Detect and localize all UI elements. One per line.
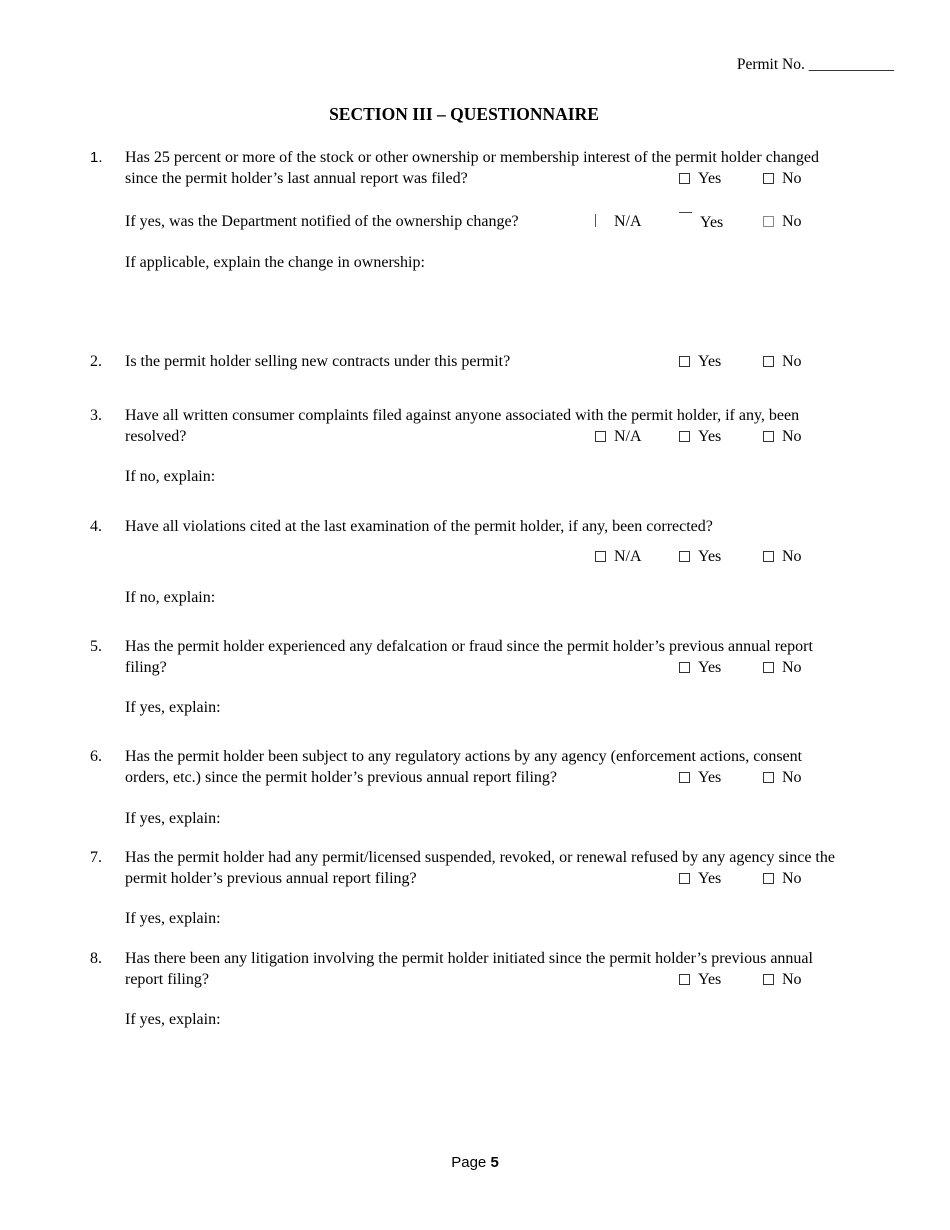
- checkbox-icon[interactable]: [679, 551, 690, 562]
- question-1-yes-option[interactable]: Yes: [679, 169, 721, 189]
- question-6-text-line1: Has the permit holder been subject to any regulatory actions by any agency (enforcement actions, consent: [125, 748, 803, 765]
- question-6-no-option[interactable]: No: [763, 768, 802, 788]
- question-5-explain-label: If yes, explain:: [125, 699, 221, 716]
- question-3-no-option[interactable]: No: [763, 427, 802, 447]
- question-6-text-line2: orders, etc.) since the permit holder’s previous annual report filing?: [125, 769, 558, 786]
- question-4-text-line1: Have all violations cited at the last examination of the permit holder, if any, been corrected?: [125, 518, 713, 535]
- question-4-no-option[interactable]: No: [763, 547, 802, 567]
- question-3-number: 3.: [90, 407, 102, 424]
- checkbox-icon[interactable]: [763, 873, 774, 884]
- checkbox-icon[interactable]: [595, 214, 596, 227]
- question-7-number: 7.: [90, 849, 102, 866]
- page-label: Page: [451, 1154, 487, 1171]
- section-title: SECTION III – QUESTIONNAIRE: [329, 104, 599, 124]
- question-5-no-option[interactable]: No: [763, 658, 802, 678]
- checkbox-icon[interactable]: [763, 173, 774, 184]
- question-1-explain-label: If applicable, explain the change in ownership:: [125, 254, 425, 271]
- checkbox-icon[interactable]: [679, 772, 690, 783]
- page-number: 5: [490, 1154, 499, 1171]
- question-1-text-line1: Has 25 percent or more of the stock or other ownership or membership interest of the permit holder changed: [125, 149, 820, 166]
- question-3-text-line2: resolved?: [125, 428, 187, 445]
- question-6-number: 6.: [90, 748, 102, 765]
- question-1-sub-no-option[interactable]: No: [763, 212, 802, 232]
- question-7-no-option[interactable]: No: [763, 869, 802, 889]
- checkbox-icon[interactable]: [595, 431, 606, 442]
- question-3-yes-option[interactable]: Yes: [679, 427, 721, 447]
- question-8-explain-label: If yes, explain:: [125, 1011, 221, 1028]
- question-1-sub-na-option[interactable]: N/A: [595, 212, 642, 232]
- checkbox-icon[interactable]: [595, 551, 606, 562]
- checkbox-icon[interactable]: [763, 216, 774, 227]
- checkbox-icon[interactable]: [679, 356, 690, 367]
- question-1-no-option[interactable]: No: [763, 169, 802, 189]
- checkbox-icon[interactable]: [763, 662, 774, 673]
- question-5-text-line1: Has the permit holder experienced any defalcation or fraud since the permit holder’s previous annual report: [125, 638, 813, 655]
- question-7-text-line2: permit holder’s previous annual report filing?: [125, 870, 417, 887]
- checkbox-icon[interactable]: [763, 356, 774, 367]
- question-1-sub-question: If yes, was the Department notified of the ownership change?: [125, 213, 519, 230]
- question-8-text-line1: Has there been any litigation involving the permit holder initiated since the permit holder’s previous annual: [125, 950, 813, 967]
- checkbox-icon[interactable]: [679, 974, 690, 985]
- question-7-explain-label: If yes, explain:: [125, 910, 221, 927]
- checkbox-icon[interactable]: [679, 212, 692, 223]
- checkbox-icon[interactable]: [763, 974, 774, 985]
- permit-number-field[interactable]: Permit No. ___________: [736, 56, 894, 73]
- question-4-yes-option[interactable]: Yes: [679, 547, 721, 567]
- checkbox-icon[interactable]: [763, 431, 774, 442]
- question-2-no-option[interactable]: No: [763, 352, 802, 372]
- question-2-yes-option[interactable]: Yes: [679, 352, 721, 372]
- question-5-yes-option[interactable]: Yes: [679, 658, 721, 678]
- question-3-na-option[interactable]: N/A: [595, 427, 642, 447]
- checkbox-icon[interactable]: [763, 551, 774, 562]
- question-7-text-line1: Has the permit holder had any permit/licensed suspended, revoked, or renewal refused by any agency since the: [125, 849, 835, 866]
- checkbox-icon[interactable]: [679, 662, 690, 673]
- checkbox-icon[interactable]: [679, 873, 690, 884]
- question-3-explain-label: If no, explain:: [125, 468, 216, 485]
- question-1-sub-yes-option[interactable]: Yes: [679, 212, 723, 233]
- question-5-text-line2: filing?: [125, 659, 167, 676]
- question-8-yes-option[interactable]: Yes: [679, 970, 721, 990]
- question-4-number: 4.: [90, 518, 102, 535]
- question-3-text-line1: Have all written consumer complaints filed against anyone associated with the permit holder, if any, been: [125, 407, 800, 424]
- question-1-number: 1.: [90, 149, 103, 166]
- checkbox-icon[interactable]: [679, 431, 690, 442]
- question-2-text-line1: Is the permit holder selling new contracts under this permit?: [125, 353, 511, 370]
- checkbox-icon[interactable]: [763, 772, 774, 783]
- question-8-text-line2: report filing?: [125, 971, 209, 988]
- checkbox-icon[interactable]: [679, 173, 690, 184]
- page-footer: [0, 1153, 950, 1173]
- question-6-yes-option[interactable]: Yes: [679, 768, 721, 788]
- question-8-number: 8.: [90, 950, 102, 967]
- question-7-yes-option[interactable]: Yes: [679, 869, 721, 889]
- question-6-explain-label: If yes, explain:: [125, 810, 221, 827]
- question-8-no-option[interactable]: No: [763, 970, 802, 990]
- question-4-explain-label: If no, explain:: [125, 589, 216, 606]
- question-2-number: 2.: [90, 353, 102, 370]
- question-1-text-line2: since the permit holder’s last annual report was filed?: [125, 170, 468, 187]
- question-4-na-option[interactable]: N/A: [595, 547, 642, 567]
- question-5-number: 5.: [90, 638, 102, 655]
